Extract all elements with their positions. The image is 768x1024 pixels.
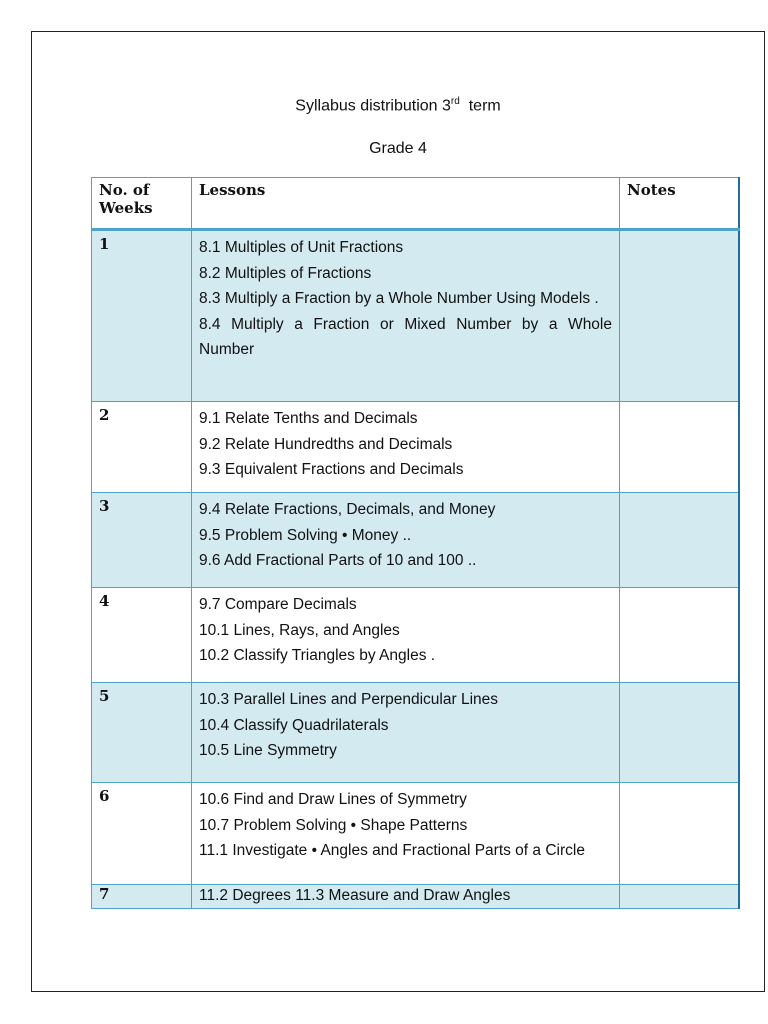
lesson-item: 8.3 Multiply a Fraction by a Whole Number Using Models . xyxy=(199,290,599,307)
notes-cell xyxy=(620,885,739,909)
lesson-item: 10.1 Lines, Rays, and Angles xyxy=(199,621,400,639)
lessons-cell xyxy=(192,493,620,588)
document-title xyxy=(32,96,764,115)
notes-cell xyxy=(620,683,739,783)
lesson-item: 10.4 Classify Quadrilaterals xyxy=(199,716,389,734)
lesson-item: 10.5 Line Symmetry xyxy=(199,742,337,759)
document-page xyxy=(31,31,765,992)
lesson-item: 9.1 Relate Tenths and Decimals xyxy=(199,410,418,427)
title-superscript: rd xyxy=(450,96,460,107)
lesson-item: 9.4 Relate Fractions, Decimals, and Money xyxy=(199,501,496,518)
lesson-item: 11.1 Investigate • Angles and Fractional Parts of a Circle xyxy=(199,842,585,859)
table-body xyxy=(92,230,739,909)
lesson-item: 10.7 Problem Solving • Shape Patterns xyxy=(199,816,468,834)
lesson-item: 9.5 Problem Solving • Money .. xyxy=(199,526,412,544)
lesson-item: 9.2 Relate Hundredths and Decimals xyxy=(199,435,453,453)
notes-cell xyxy=(620,402,739,493)
week-cell: 2 xyxy=(92,402,192,493)
table-row xyxy=(92,402,739,493)
table-row xyxy=(92,230,739,402)
notes-cell xyxy=(620,588,739,683)
lesson-item: 9.7 Compare Decimals xyxy=(199,596,357,613)
notes-cell xyxy=(620,493,739,588)
lesson-item: 10.6 Find and Draw Lines of Symmetry xyxy=(199,791,467,808)
lessons-cell xyxy=(192,230,620,402)
notes-cell xyxy=(620,230,739,402)
lesson-item: 8.2 Multiples of Fractions xyxy=(199,264,372,282)
lesson-item: 11.2 Degrees 11.3 Measure and Draw Angles xyxy=(199,887,511,904)
lesson-item: 9.6 Add Fractional Parts of 10 and 100 .. xyxy=(199,552,477,569)
lessons-cell xyxy=(192,783,620,885)
week-cell: 3 xyxy=(92,493,192,588)
header-weeks: No. of Weeks xyxy=(92,178,192,230)
lesson-item: 8.4 Multiply a Fraction or Mixed Number by a Whole Number xyxy=(199,315,612,358)
week-cell: 7 xyxy=(92,885,192,909)
lessons-cell xyxy=(192,588,620,683)
week-cell: 5 xyxy=(92,683,192,783)
lessons-cell xyxy=(192,885,620,909)
table-row xyxy=(92,783,739,885)
week-cell: 1 xyxy=(92,230,192,402)
lesson-item: 10.3 Parallel Lines and Perpendicular Lines xyxy=(199,691,499,708)
title-term: term xyxy=(468,97,501,115)
table-row xyxy=(92,493,739,588)
document-subtitle: Grade 4 xyxy=(369,140,427,157)
table-header-row xyxy=(92,178,739,230)
table-row xyxy=(92,683,739,783)
lesson-item: 9.3 Equivalent Fractions and Decimals xyxy=(199,461,464,478)
syllabus-table xyxy=(91,177,740,909)
title-text: Syllabus distribution 3 xyxy=(295,97,451,115)
lessons-cell xyxy=(192,683,620,783)
week-cell: 6 xyxy=(92,783,192,885)
header-lessons: Lessons xyxy=(192,178,620,230)
table-row xyxy=(92,885,739,909)
header-notes: Notes xyxy=(620,178,739,230)
lessons-cell xyxy=(192,402,620,493)
table-row xyxy=(92,588,739,683)
lesson-item: 8.1 Multiples of Unit Fractions xyxy=(199,239,404,256)
notes-cell xyxy=(620,783,739,885)
week-cell: 4 xyxy=(92,588,192,683)
lesson-item: 10.2 Classify Triangles by Angles . xyxy=(199,647,436,664)
